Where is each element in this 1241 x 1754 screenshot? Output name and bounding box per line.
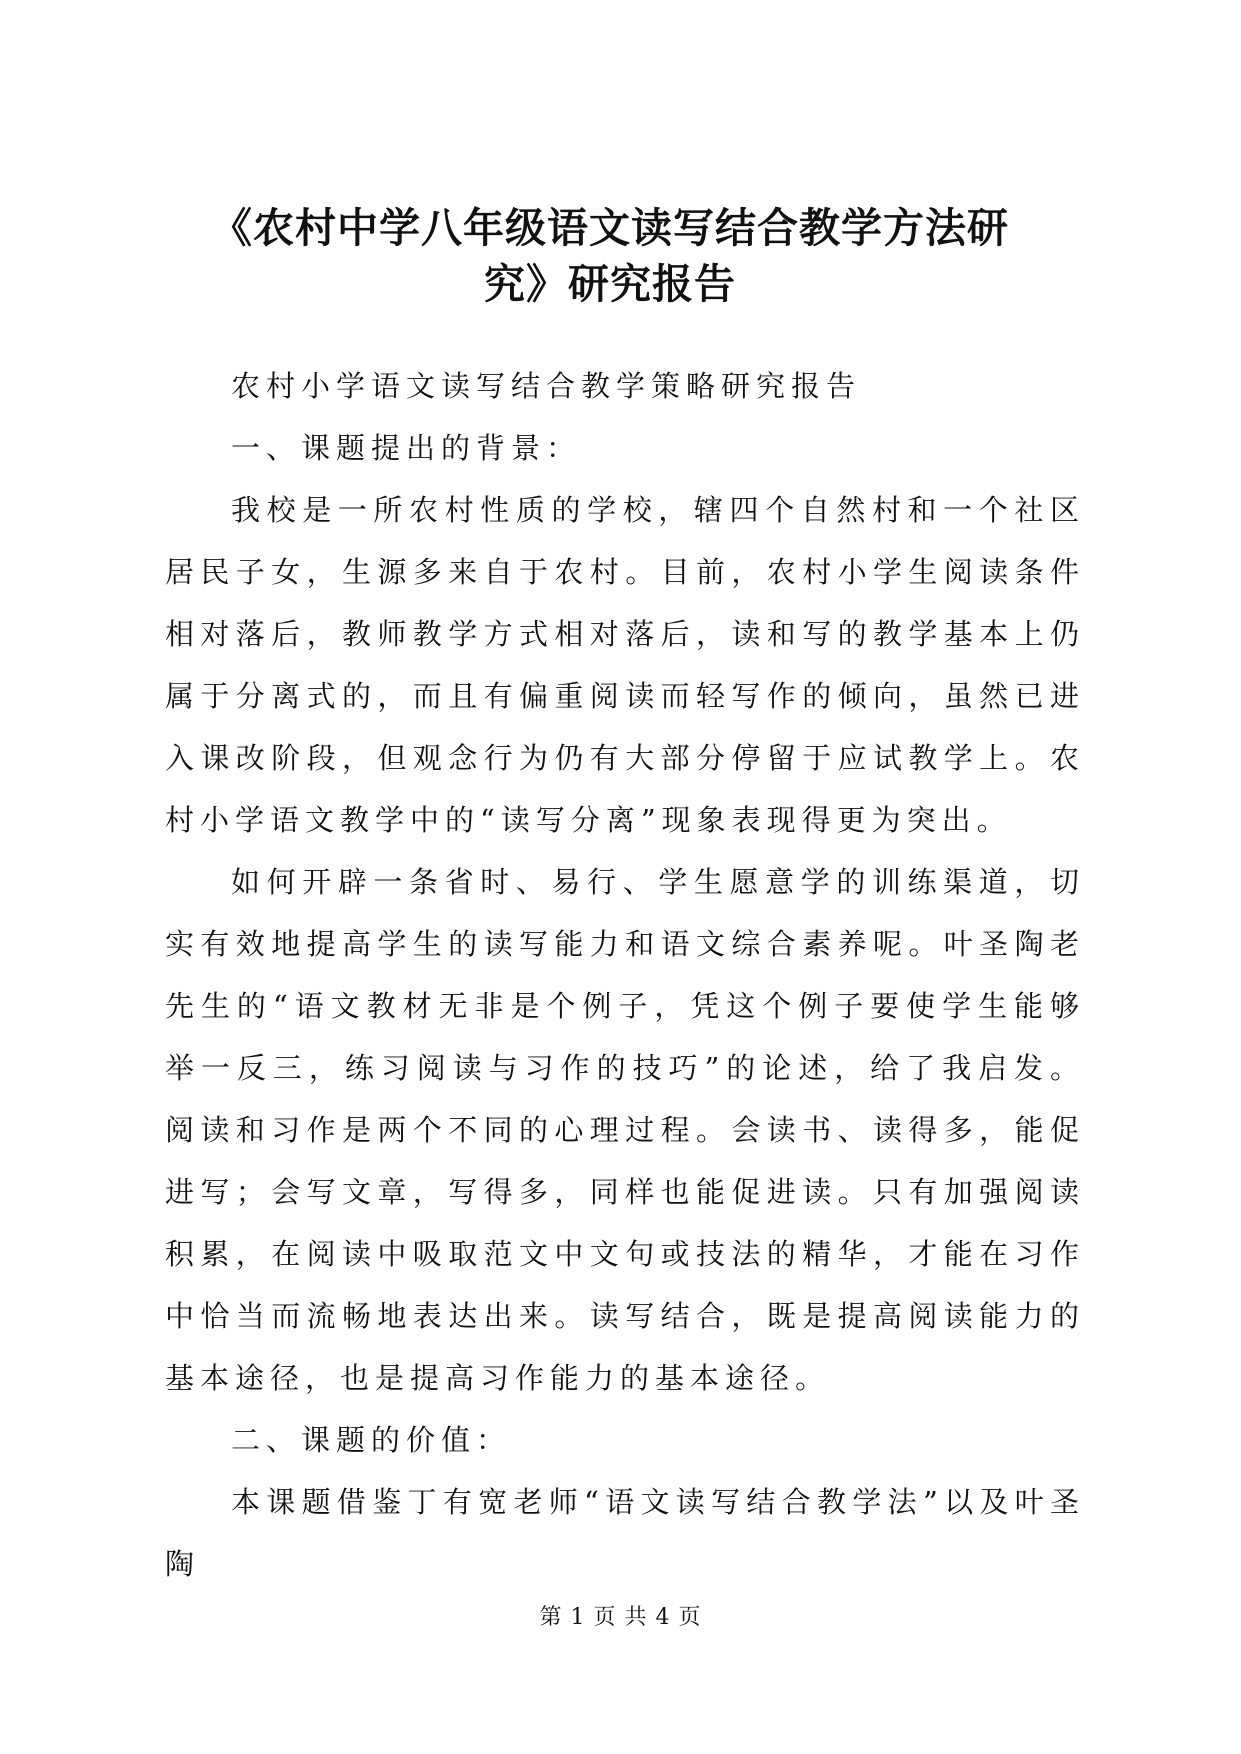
title-line-2: 究》研究报告: [484, 260, 736, 308]
page-footer: 第 1 页 共 4 页: [539, 1605, 702, 1630]
paragraph-method: 如何开辟一条省时、易行、学生愿意学的训练渠道，切实有效地提高学生的读写能力和语文综合素养呢。叶圣陶老先生的“语文教材无非是个例子，凭这个例子要使学生能够举一反三，练习阅读与习作的技巧”的论述，给了我启发。阅读和习作是两个不同的心理过程。会读书、读得多，能促进写；会写文章，写得多，同样也能促进读。只有加强阅读积累，在阅读中吸取范文中文句或技法的精华，才能在习作中恰当而流畅地表达出来。读写结合，既是提高阅读能力的基本途径，也是提高习作能力的基本途径。: [165, 865, 1085, 1395]
paragraph-value: 本课题借鉴丁有宽老师“语文读写结合教学法”以及叶圣陶: [165, 1485, 1085, 1581]
document-body: [165, 355, 1085, 1595]
document-title: [150, 200, 1070, 312]
subtitle-paragraph: 农村小学语文读写结合教学策略研究报告: [231, 369, 862, 403]
paragraph-background: 我校是一所农村性质的学校，辖四个自然村和一个社区居民子女，生源多来自于农村。目前，农村小学生阅读条件相对落后，教师教学方式相对落后，读和写的教学基本上仍属于分离式的，而且有偏重阅读而轻写作的倾向，虽然已进入课改阶段，但观念行为仍有大部分停留于应试教学上。农村小学语文教学中的“读写分离”现象表现得更为突出。: [165, 493, 1085, 837]
section-heading-background: 一、课题提出的背景：: [231, 431, 582, 465]
section-heading-value: 二、课题的价值：: [231, 1423, 512, 1457]
title-line-1: 《农村中学八年级语文读写结合教学方法研: [211, 204, 1009, 252]
